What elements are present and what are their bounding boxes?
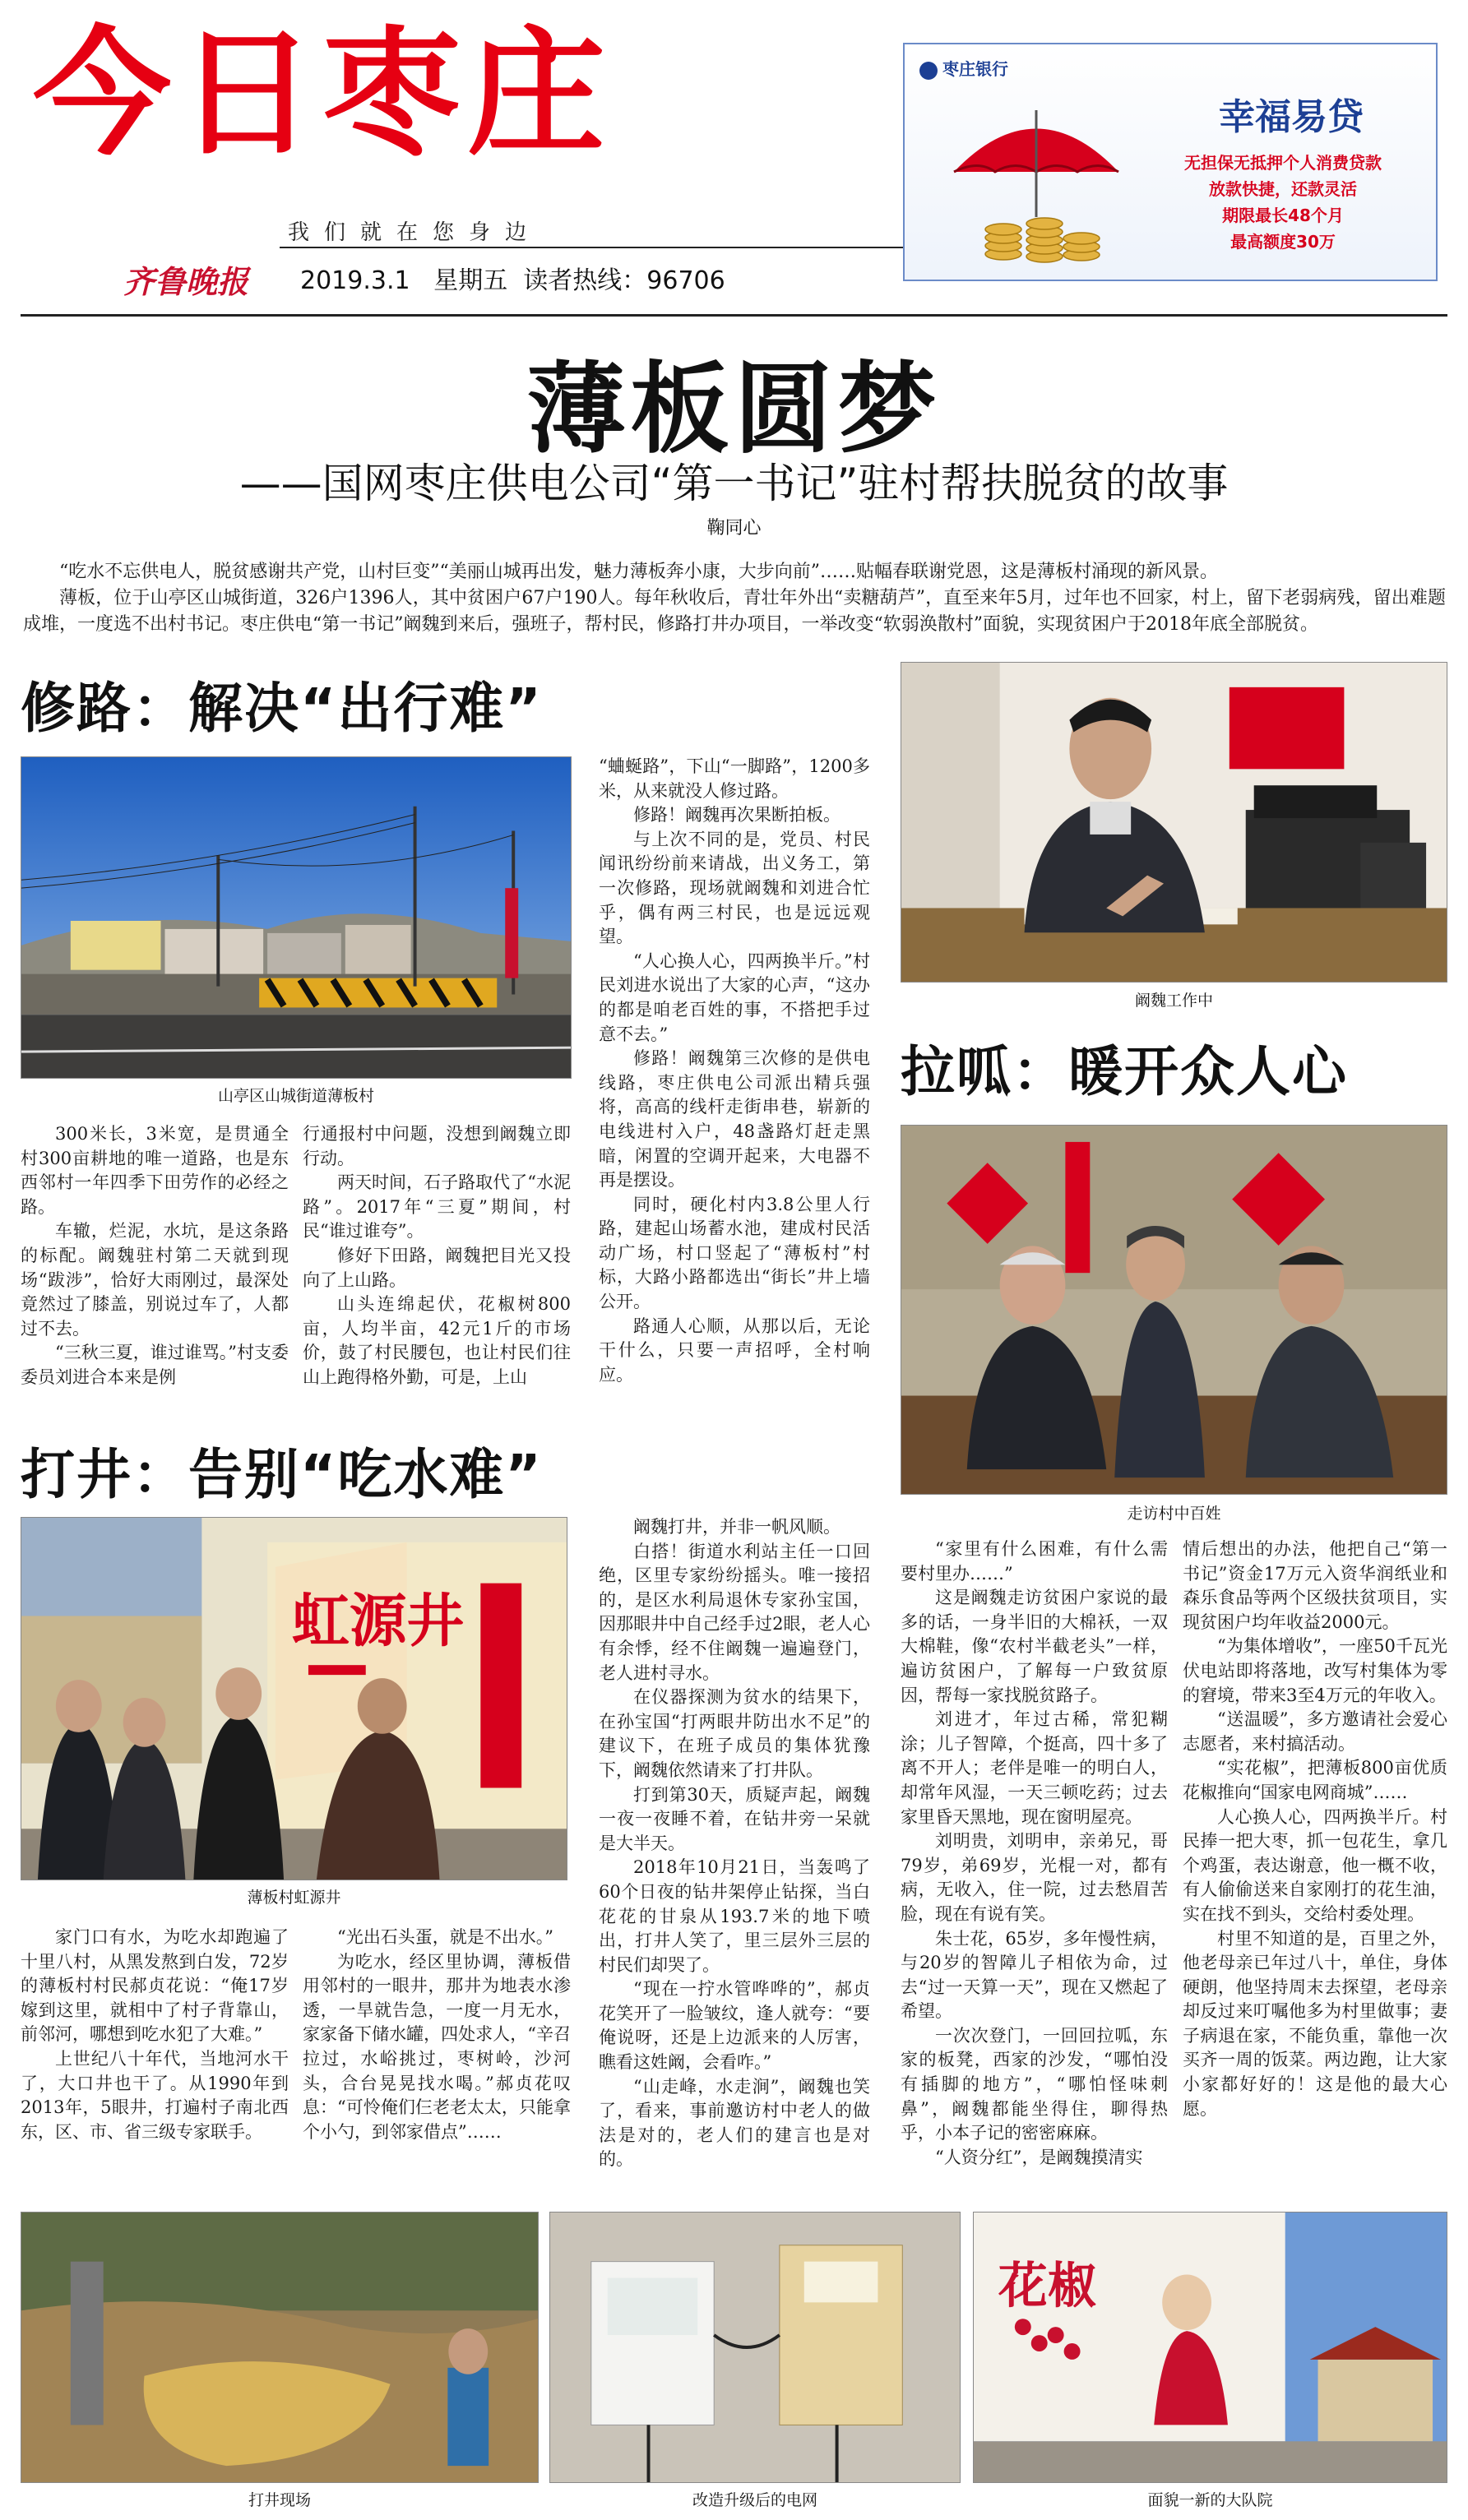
well-sign-text: 虹源井	[292, 1588, 465, 1655]
ad-line-4: 最高额度30万	[1230, 232, 1336, 252]
road-col2-para: 行通报村中问题，没想到阚魏立即行动。	[303, 1124, 571, 1168]
visit-col1-para: 刘进才，年过古稀，常犯糊涂；儿子智障，个挺高，四十多了离不开人；老伴是唯一的明白人，却常年风湿，一天三顿吃药；过去家里昏天黑地，现在窗明屋亮。	[901, 1709, 1168, 1827]
reader-hotline: 读者热线：96706	[523, 266, 725, 295]
visit-col1-para: “家里有什么困难，有什么需要村里办……”	[901, 1539, 1168, 1584]
caption-drilling-site: 打井现场	[248, 2491, 311, 2509]
photo-hongyuan-well	[21, 1517, 567, 1880]
well-column-3	[599, 1515, 870, 2201]
road-column-3	[599, 755, 870, 1422]
article-headline: 薄板圆梦	[526, 353, 942, 467]
photo-village-road	[21, 756, 572, 1079]
visit-col2-para: “实花椒”，把薄板800亩优质花椒推向“国家电网商城”……	[1183, 1758, 1447, 1802]
umbrella-coins-icon	[946, 94, 1127, 275]
dateline	[300, 260, 725, 296]
well-column-2	[303, 1926, 571, 2201]
caption-kanwei-working: 阚魏工作中	[1134, 992, 1213, 1010]
well-col3-para: 打到第30天，质疑声起，阚魏一夜一夜睡不着，在钻井旁一呆就是大半天。	[599, 1784, 870, 1853]
road-col3-para: “蛐蜒路”，下山“一脚路”，1200多米，从来就没人修过路。	[599, 756, 870, 801]
visit-col1-para: 朱士花，65岁，多年慢性病，与20岁的智障儿子相依为命，过去“过一天算一天”，现在又燃起了希望。	[901, 1928, 1168, 2022]
visit-col2-para: 村里不知道的是，百里之外，他老母亲已年过八十，单住，身体硬朗，他坚持周末去探望，老母亲却反过来叮嘱他多为村里做事；妻子病退在家，不能负重，靠他一次买齐一周的饭菜。两边跑，让大家小家都好好的！这是他的最大心愿。	[1183, 1928, 1447, 2119]
road-col2-para: 修好下田路，阚魏把目光又投向了上山路。	[303, 1245, 571, 1290]
visit-column-2	[1183, 1537, 1447, 2201]
masthead-slogan: 我们就在您身边	[288, 220, 542, 245]
bank-advertisement[interactable]	[903, 43, 1438, 281]
road-col2-para: 山头连绵起伏，花椒树800亩，人均半亩，42元1斤的市场价，鼓了村民腰包，也让村民们往山上跑得格外勤，可是，上山	[303, 1294, 571, 1387]
visit-col2-para: “送温暖”，多方邀请社会爱心志愿者，来村搞活动。	[1183, 1709, 1447, 1754]
mural-text: 花椒	[998, 2258, 1097, 2315]
road-col3-para: “人心换人心，四两换半斤。”村民刘进水说出了大家的心声，“这办的都是咱老百姓的事，不搭把手过意不去。”	[599, 950, 870, 1044]
road-col3-para: 同时，硬化村内3.8公里人行路，建起山场蓄水池，建成村民活动广场，村口竖起了“薄板村”村标，大路小路都选出“街长”井上墙公开。	[599, 1194, 870, 1312]
well-col3-para: “现在一拧水管哗哗的”，郝贞花笑开了一脸皱纹，逢人就夸：“要俺说呀，还是上边派来的人厉害，瞧看这姓阚，会看咋。”	[599, 1979, 870, 2073]
bank-name: 枣庄银行	[942, 59, 1008, 79]
issue-date: 2019.3.1	[300, 266, 410, 295]
caption-village-road: 山亭区山城街道薄板村	[217, 1087, 374, 1105]
masthead-rule	[280, 247, 905, 248]
bank-logo-icon	[919, 62, 938, 80]
road-col1-para: 车辙，烂泥，水坑，是这条路的标配。阚魏驻村第二天就到现场“跋涉”，恰好大雨刚过，最深处竟然过了膝盖，别说过车了，人都过不去。	[21, 1221, 289, 1339]
well-col1-para: 上世纪八十年代，当地河水干了，大口井也干了。从1990年到2013年，5眼井，打遍村子南北西东，区、市、省三级专家联手。	[21, 2048, 289, 2142]
visit-col1-para: 刘明贵，刘明申，亲弟兄，哥79岁，弟69岁，光棍一对，都有病，无收入，住一院，过去愁眉苦脸，现在有说有笑。	[901, 1831, 1168, 1924]
visit-col2-para: “为集体增收”，一座50千瓦光伏电站即将落地，改写村集体为零的窘境，带来3至4万元的年收入。	[1183, 1636, 1447, 1705]
well-col3-para: 在仪器探测为贫水的结果下，在孙宝国“打两眼井防出水不足”的建议下，在班子成员的集体犹豫下，阚魏依然请来了打井队。	[599, 1687, 870, 1780]
well-col3-para: 2018年10月21日，当轰鸣了60个日夜的钻井架停止钻探，当白花花的甘泉从193.7米的地下喷出，打井人笑了，里三层外三层的村民们却哭了。	[599, 1857, 870, 1975]
road-col3-para: 修路！阚魏再次果断拍板。	[633, 805, 841, 825]
visit-col2-para: 人心换人心，四两换半斤。村民捧一把大枣，抓一包花生，拿几个鸡蛋，表达谢意，他一概不收，有人偷偷送来自家刚打的花生油，实在找不到头，交给村委处理。	[1183, 1806, 1447, 1924]
ad-line-3: 期限最长48个月	[1222, 206, 1344, 225]
article-subheadline: ——国网枣庄供电公司“第一书记”驻村帮扶脱贫的故事	[239, 460, 1229, 507]
lead-paragraph-1: “吃水不忘供电人，脱贫感谢共产党，山村巨变”“美丽山城再出发，魅力薄板奔小康，大步向前”……贴幅春联谢党恩，这是薄板村涌现的新风景。	[59, 562, 1218, 582]
visit-col1-para: “人资分红”，是阚魏摸清实	[935, 2147, 1143, 2167]
road-col3-para: 路通人心顺，从那以后，无论干什么，只要一声招呼，全村响应。	[599, 1315, 870, 1385]
well-col3-para: 阚魏打井，并非一帆风顺。	[633, 1517, 841, 1537]
ad-product-title: 幸福易贷	[1219, 96, 1364, 138]
section-heading-well: 打井：告别“吃水难”	[21, 1443, 543, 1506]
photo-visiting-villagers	[901, 1125, 1447, 1495]
well-col1-para: 家门口有水，为吃水却跑遍了十里八村，从黑发熬到白发，72岁的薄板村村民郝贞花说：“俺17岁嫁到这里，就相中了村子背靠山，前邻河，哪想到吃水犯了大难。”	[21, 1927, 289, 2045]
issue-weekday: 星期五	[433, 266, 508, 295]
visit-column-1	[901, 1537, 1168, 2201]
road-col2-para: 两天时间，石子路取代了“水泥路”。2017年“三夏”期间，村民“谁过谁夸”。	[303, 1172, 571, 1242]
ad-line-1: 无担保无抵押个人消费贷款	[1184, 153, 1382, 173]
caption-visiting-villagers: 走访村中百姓	[1127, 1505, 1221, 1523]
parent-paper-logo: 齐鲁晚报	[123, 263, 249, 300]
photo-village-courtyard	[973, 2212, 1447, 2483]
road-column-1	[21, 1122, 289, 1422]
bank-logo	[919, 56, 1008, 80]
well-col2-para: 为吃水，经区里协调，薄板借用邻村的一眼井，那井为地表水渗透，一旱就告急，一度一月无水，家家备下储水罐，四处求人，“辛召拉过，水峪挑过，枣树岭，沙河头，合台晃晃找水喝。”郝贞花叹息：“可怜俺们仨老老太太，只能拿个小勺，到邻家借点”……	[303, 1951, 571, 2142]
visit-col2-para: 情后想出的办法，他把自己“第一书记”资金17万元入资华润纸业和森乐食品等两个区级扶贫项目，实现贫困户均年收益2000元。	[1183, 1539, 1447, 1632]
well-col3-para: “山走峰，水走涧”，阚魏也笑了，看来，事前邀访村中老人的做法是对的，老人们的建言也是对的。	[599, 2076, 870, 2170]
article-byline: 鞠同心	[706, 518, 762, 539]
caption-upgraded-grid: 改造升级后的电网	[692, 2491, 817, 2509]
well-column-1	[21, 1926, 289, 2201]
road-column-2	[303, 1122, 571, 1422]
top-divider	[21, 314, 1447, 317]
well-col3-para: 白搭！街道水利站主任一口回绝，区里专家纷纷摇头。唯一接招的，是区水利局退休专家孙宝国，因那眼井中自己经手过2眼，老人心有余悸，经不住阚魏一遍遍登门，老人进村寻水。	[599, 1541, 870, 1683]
caption-village-courtyard: 面貌一新的大队院	[1147, 2491, 1273, 2509]
ad-line-2: 放款快捷，还款灵活	[1209, 179, 1357, 199]
road-col1-para: 300米长，3米宽，是贯通全村300亩耕地的唯一道路，也是东西邻村一年四季下田劳作的必经之路。	[21, 1124, 289, 1217]
photo-drilling-site	[21, 2212, 539, 2483]
section-heading-visit: 拉呱：暖开众人心	[901, 1040, 1348, 1103]
road-col3-para: 与上次不同的是，党员、村民闻讯纷纷前来请战，出义务工，第一次修路，现场就阚魏和刘进合忙乎，偶有两三村民，也是远远观望。	[599, 829, 870, 947]
lead-paragraph-2: 薄板，位于山亭区山城街道，326户1396人，其中贫困户67户190人。每年秋收后，青壮年外出“卖糖葫芦”，直至来年5月，过年也不回家，村上，留下老弱病残，留出难题成堆，一度选不出村书记。枣庄供电“第一书记”阚魏到来后，强班子，帮村民，修路打井办项目，一举改变“软弱涣散村”面貌，实现贫困户于2018年底全部脱贫。	[23, 588, 1446, 635]
visit-col1-para: 这是阚魏走访贫困户家说的最多的话，一身半旧的大棉袄，一双大棉鞋，像“农村半截老头”一样，遍访贫困户，了解每一户致贫原因，帮每一家找脱贫路子。	[901, 1588, 1168, 1705]
photo-kanwei-working	[901, 662, 1447, 983]
visit-col1-para: 一次次登门，一回回拉呱，东家的板凳，西家的沙发，“哪怕没有插脚的地方”，“哪怕怪味刺鼻”，阚魏都能坐得住，聊得热乎，小本子记的密密麻麻。	[901, 2025, 1168, 2143]
well-col2-para: “光出石头蛋，就是不出水。”	[337, 1927, 553, 1947]
caption-hongyuan-well: 薄板村虹源井	[247, 1889, 341, 1907]
masthead-title: 今日枣庄	[33, 13, 612, 174]
photo-upgraded-grid	[549, 2212, 961, 2483]
road-col1-para: “三秋三夏，谁过谁骂。”村支委委员刘进合本来是例	[21, 1343, 289, 1387]
road-col3-para: 修路！阚魏第三次修的是供电线路，枣庄供电公司派出精兵强将，高高的线杆走街串巷，崭新的电线进村入户，48盏路灯赶走黑暗，闲置的空调开起来，大电器不再是摆设。	[599, 1048, 870, 1191]
section-heading-road: 修路：解决“出行难”	[21, 677, 543, 740]
